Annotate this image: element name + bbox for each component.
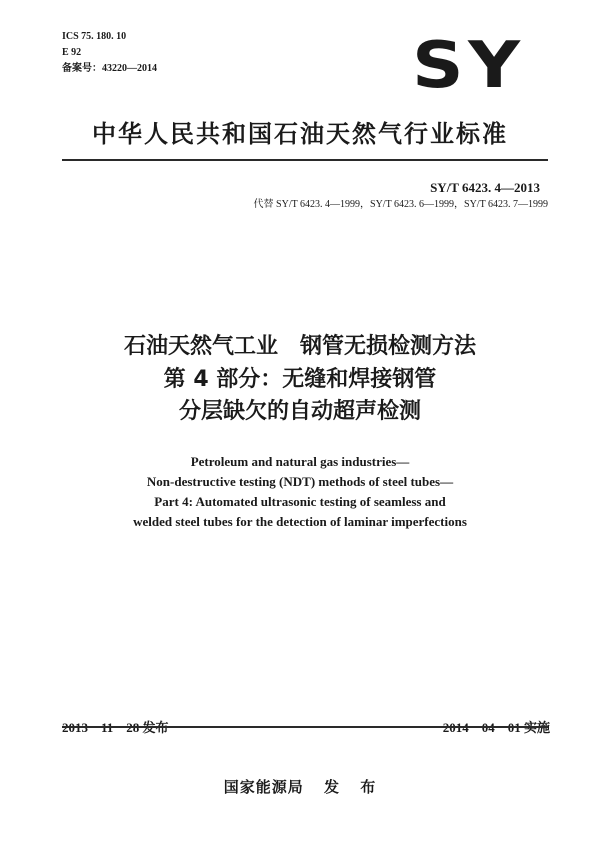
classification-code: E 92 — [62, 47, 82, 58]
english-title-line: Non-destructive testing (NDT) methods of steel tubes— — [146, 474, 454, 489]
sy-logo: SY — [412, 29, 525, 103]
chinese-title-line: 第 4 部分：无缝和焊接钢管 — [163, 367, 437, 392]
english-title-line: Petroleum and natural gas industries— — [190, 454, 410, 469]
chinese-title-line: 分层缺欠的自动超声检测 — [178, 399, 421, 424]
ics-code: ICS 75. 180. 10 — [62, 31, 127, 42]
issue-date: 2013－11－28 发布 — [62, 720, 169, 735]
header-title: 中华人民共和国石油天然气行业标准 — [92, 120, 508, 148]
english-title-line: Part 4: Automated ultrasonic testing of seamless and — [154, 494, 446, 509]
top-divider — [62, 159, 548, 161]
implementation-date: 2014－04－01 实施 — [442, 720, 550, 735]
standard-number: SY/T 6423. 4—2013 — [430, 180, 540, 195]
replaces-note: 代替 SY/T 6423. 4—1999，SY/T 6423. 6—1999，SY/T 6423. 7—1999 — [253, 199, 548, 210]
chinese-title-line: 石油天然气工业 钢管无损检测方法 — [123, 334, 476, 359]
publisher: 国家能源局 发 布 — [223, 778, 377, 796]
english-title-line: welded steel tubes for the detection of laminar imperfections — [133, 514, 467, 529]
bottom-divider — [62, 726, 548, 728]
record-number: 备案号：43220—2014 — [62, 63, 157, 74]
